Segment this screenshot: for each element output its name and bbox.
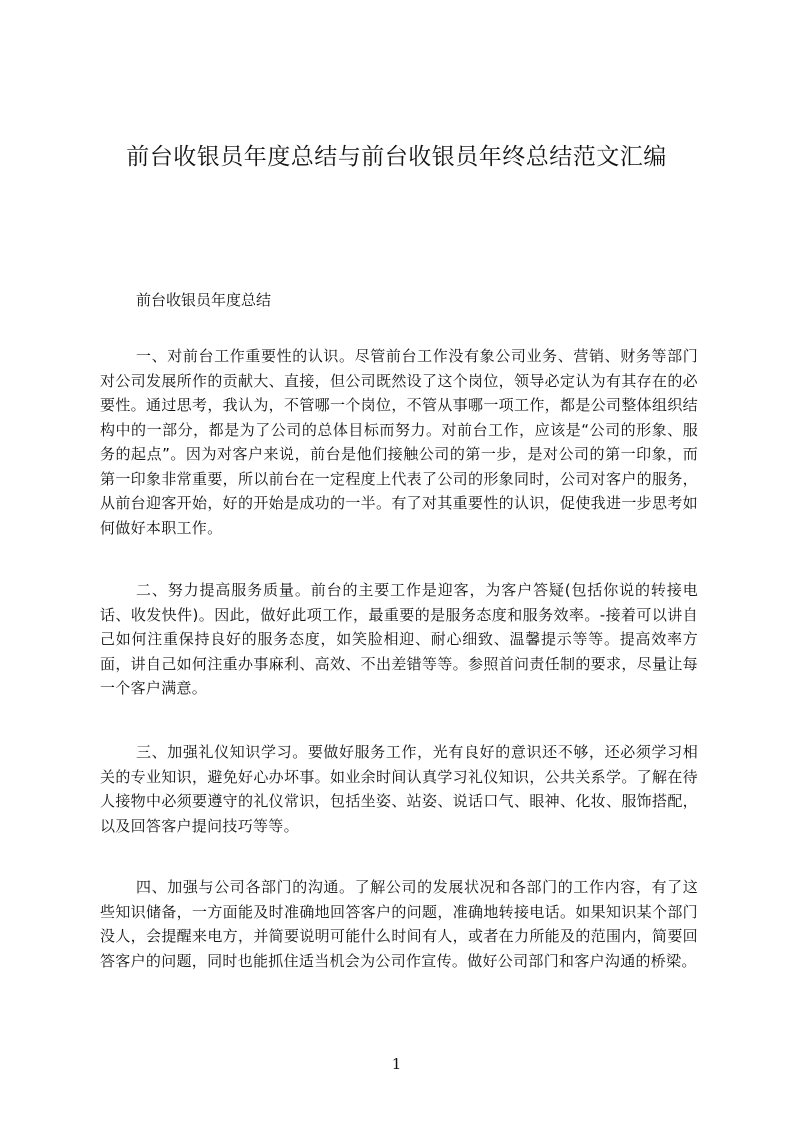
paragraph-4: 四、加强与公司各部门的沟通。了解公司的发展状况和各部门的工作内容，有了这些知识储备，一方面能及时准确地回答客户的问题，准确地转接电话。如果知识某个部门没人，会提醒来电方，并简要说明可能什么时间有人，或者在力所能及的范围内，简要回答客户的问题，同时也能抓住适当机会为公司作宣传。做好公司部门和客户沟通的桥梁。 (100, 878, 698, 970)
paragraph-2: 二、努力提高服务质量。前台的主要工作是迎客，为客户答疑(包括你说的转接电话、收发快件)。因此，做好此项工作，最重要的是服务态度和服务效率。-接着可以讲自己如何注重保持良好的服务态度，如笑脸相迎、耐心细致、温馨提示等等。提高效率方面，讲自己如何注重办事麻利、高效、不出差错等等。参照首问责任制的要求，尽量让每一个客户满意。 (100, 581, 698, 697)
document-title: 前台收银员年度总结与前台收银员年终总结范文汇编 (126, 144, 667, 170)
paragraph-1: 一、对前台工作重要性的认识。尽管前台工作没有象公司业务、营销、财务等部门对公司发展所作的贡献大、直接，但公司既然设了这个岗位，领导必定认为有其存在的必要性。通过思考，我认为，不管哪一个岗位，不管从事哪一项工作，都是公司整体组织结构中的一部分，都是为了公司的总体目标而努力。对前台工作，应该是“公司的形象、服务的起点”。因为对客户来说，前台是他们接触公司的第一步，是对公司的第一印象，而第一印象非常重要，所以前台在一定程度上代表了公司的形象同时，公司对客户的服务，从前台迎客开始，好的开始是成功的一半。有了对其重要性的认识，促使我进一步思考如何做好本职工作。 (100, 347, 698, 537)
paragraph-3: 三、加强礼仪知识学习。要做好服务工作，光有良好的意识还不够，还必须学习相关的专业知识，避免好心办坏事。如业余时间认真学习礼仪知识，公共关系学。了解在待人接物中必须要遵守的礼仪常识，包括坐姿、站姿、说话口气、眼神、化妆、服饰搭配，以及回答客户提问技巧等等。 (100, 743, 698, 835)
page-number: 1 (391, 1055, 402, 1073)
section-title: 前台收银员年度总结 (136, 291, 272, 309)
